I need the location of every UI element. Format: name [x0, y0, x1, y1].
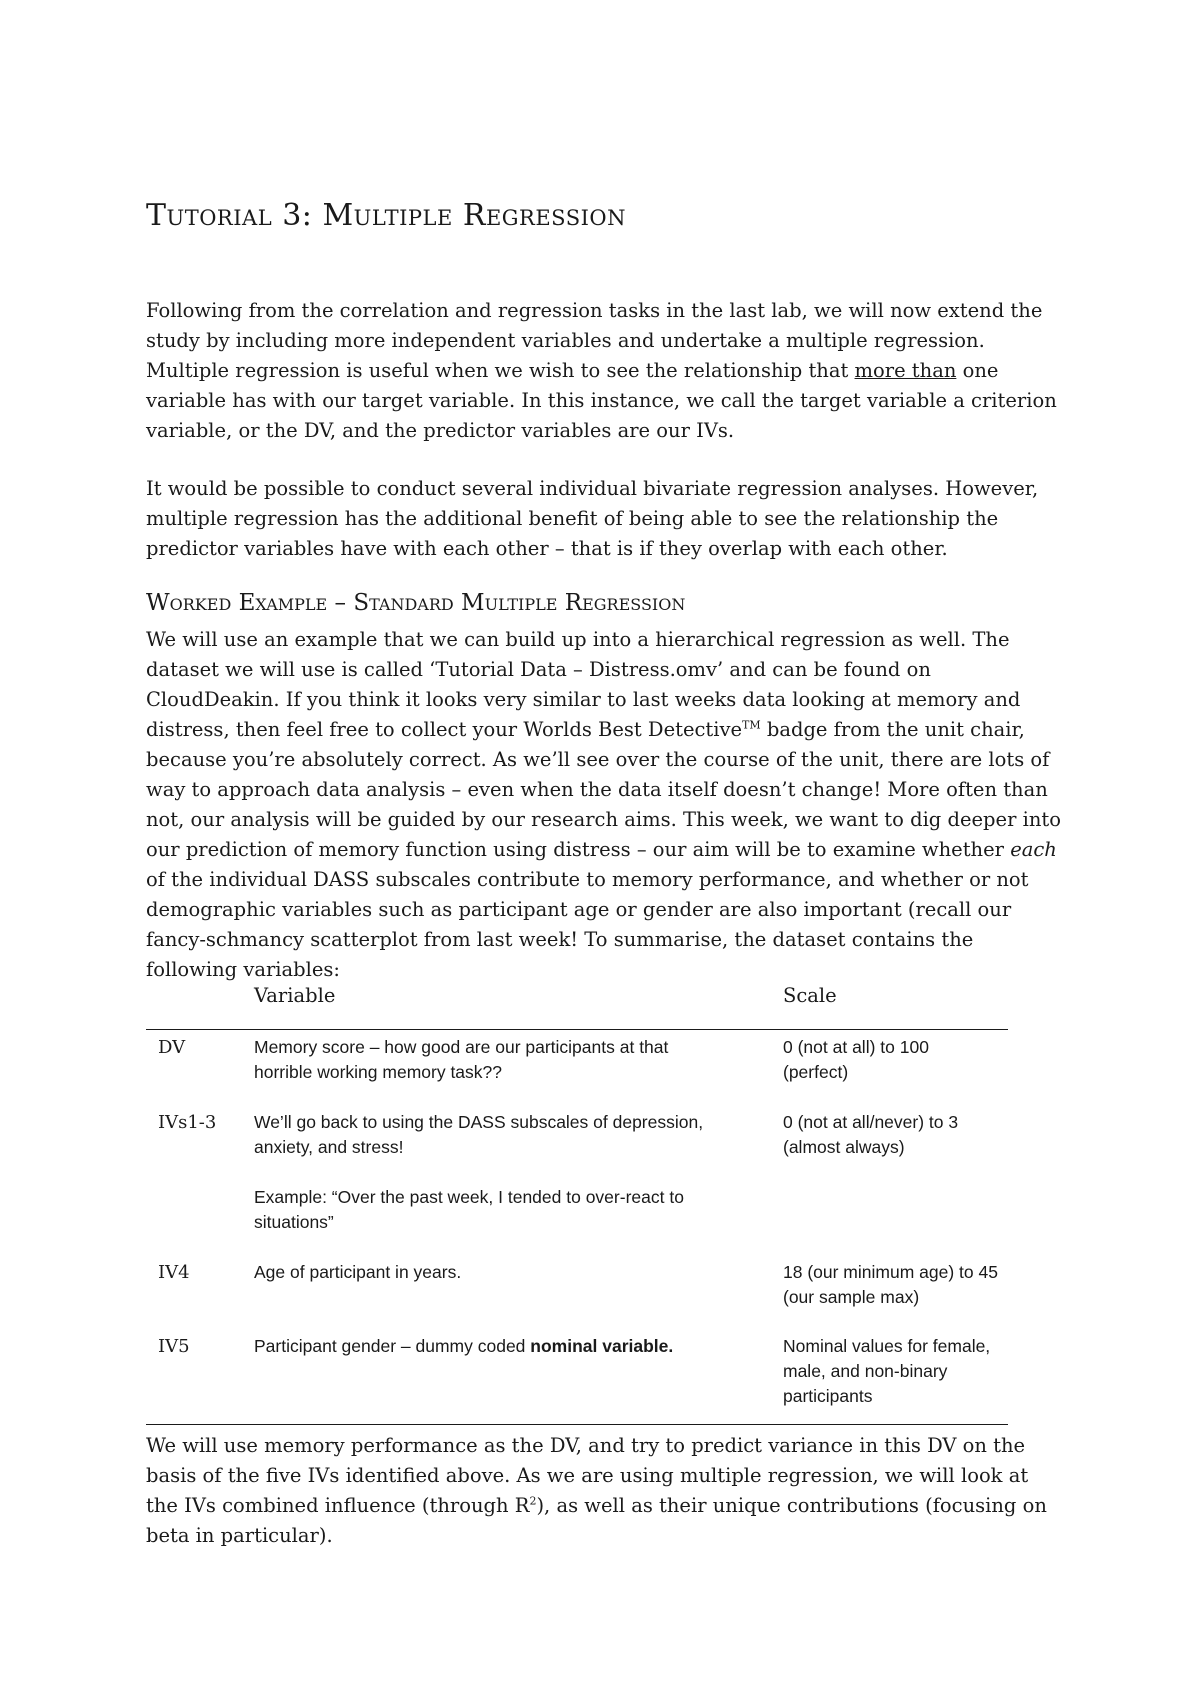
row-label-iv5: IV5: [158, 1336, 190, 1357]
underlined-text: more than: [854, 359, 957, 382]
row-scale-dv: 0 (not at all) to 100 (perfect): [783, 1037, 929, 1082]
row-variable-iv5: Participant gender – dummy coded nominal variable.: [254, 1336, 674, 1356]
emphasis-text: each: [1010, 838, 1057, 861]
row-variable-iv4: Age of participant in years.: [254, 1262, 462, 1282]
row-label-ivs1-3: IVs1-3: [158, 1112, 217, 1133]
row-variable-ivs1-3: We’ll go back to using the DASS subscales of depression, anxiety, and stress!: [254, 1112, 704, 1157]
dataset-paragraph: We will use an example that we can build up into a hierarchical regression as well. The dataset we will use is called ‘Tutorial Data – Distress.omv’ and can be found on CloudDeakin. If you think it looks very similar to last weeks data looking at memory and distress, then feel free to collect your Worlds Best Detective™ badge from the unit chair, because you’re absolutely correct. As we’ll see over the course of the unit, there are lots of way to approach data analysis – even when the data itself doesn’t change! More often than not, our analysis will be guided by our research aims. This week, we want to dig deeper into our prediction of memory function using distress – our aim will be to examine whether each of the individual DASS subscales contribute to memory performance, and whether or not demographic variables such as participant age or gender are also important (recall our fancy-schmancy scatterplot from last week! To summarise, the dataset contains the following variables:: [146, 628, 1061, 981]
intro-paragraph: Following from the correlation and regression tasks in the last lab, we will now extend the study by including more independent variables and undertake a multiple regression. Multiple regression is useful when we wish to see the relationship that more than one variable has with our target variable. In this instance, we call the target variable a criterion variable, or the DV, and the predictor variables are our IVs.: [146, 299, 1057, 442]
bivariate-paragraph: It would be possible to conduct several individual bivariate regression analyses. However, multiple regression has the additional benefit of being able to see the relationship the predictor variables have with each other – that is if they overlap with each other.: [146, 477, 1039, 560]
row-scale-iv5: Nominal values for female, male, and non-binary participants: [783, 1336, 991, 1406]
closing-paragraph: We will use memory performance as the DV, and try to predict variance in this DV on the basis of the five IVs identified above. As we are using multiple regression, we will look at the IVs combined influence (through $R^2$), as well as their unique contributions (focusing on beta in particular).: [146, 1434, 1047, 1547]
row-label-dv: DV: [158, 1037, 186, 1058]
column-header-scale: Scale: [783, 984, 837, 1007]
row-label-iv4: IV4: [158, 1262, 190, 1283]
squared-superscript: 2: [529, 1494, 537, 1508]
page-title: Tutorial 3: Multiple Regression: [146, 198, 626, 233]
trademark-superscript: TM: [742, 718, 761, 732]
row-scale-iv4: 18 (our minimum age) to 45 (our sample max): [783, 1262, 998, 1307]
row-scale-ivs1-3: 0 (not at all/never) to 3 (almost always): [783, 1112, 959, 1157]
section-heading: Worked Example – Standard Multiple Regression: [146, 590, 686, 616]
row-example-ivs1-3: Example: “Over the past week, I tended to over-react to situations”: [254, 1187, 684, 1232]
table-bottom-rule: [146, 1424, 1008, 1425]
bold-text: nominal variable.: [530, 1336, 674, 1356]
column-header-variable: Variable: [254, 984, 336, 1007]
row-variable-dv: Memory score – how good are our participants at that horrible working memory task??: [254, 1037, 669, 1082]
table-top-rule: [146, 1029, 1008, 1030]
